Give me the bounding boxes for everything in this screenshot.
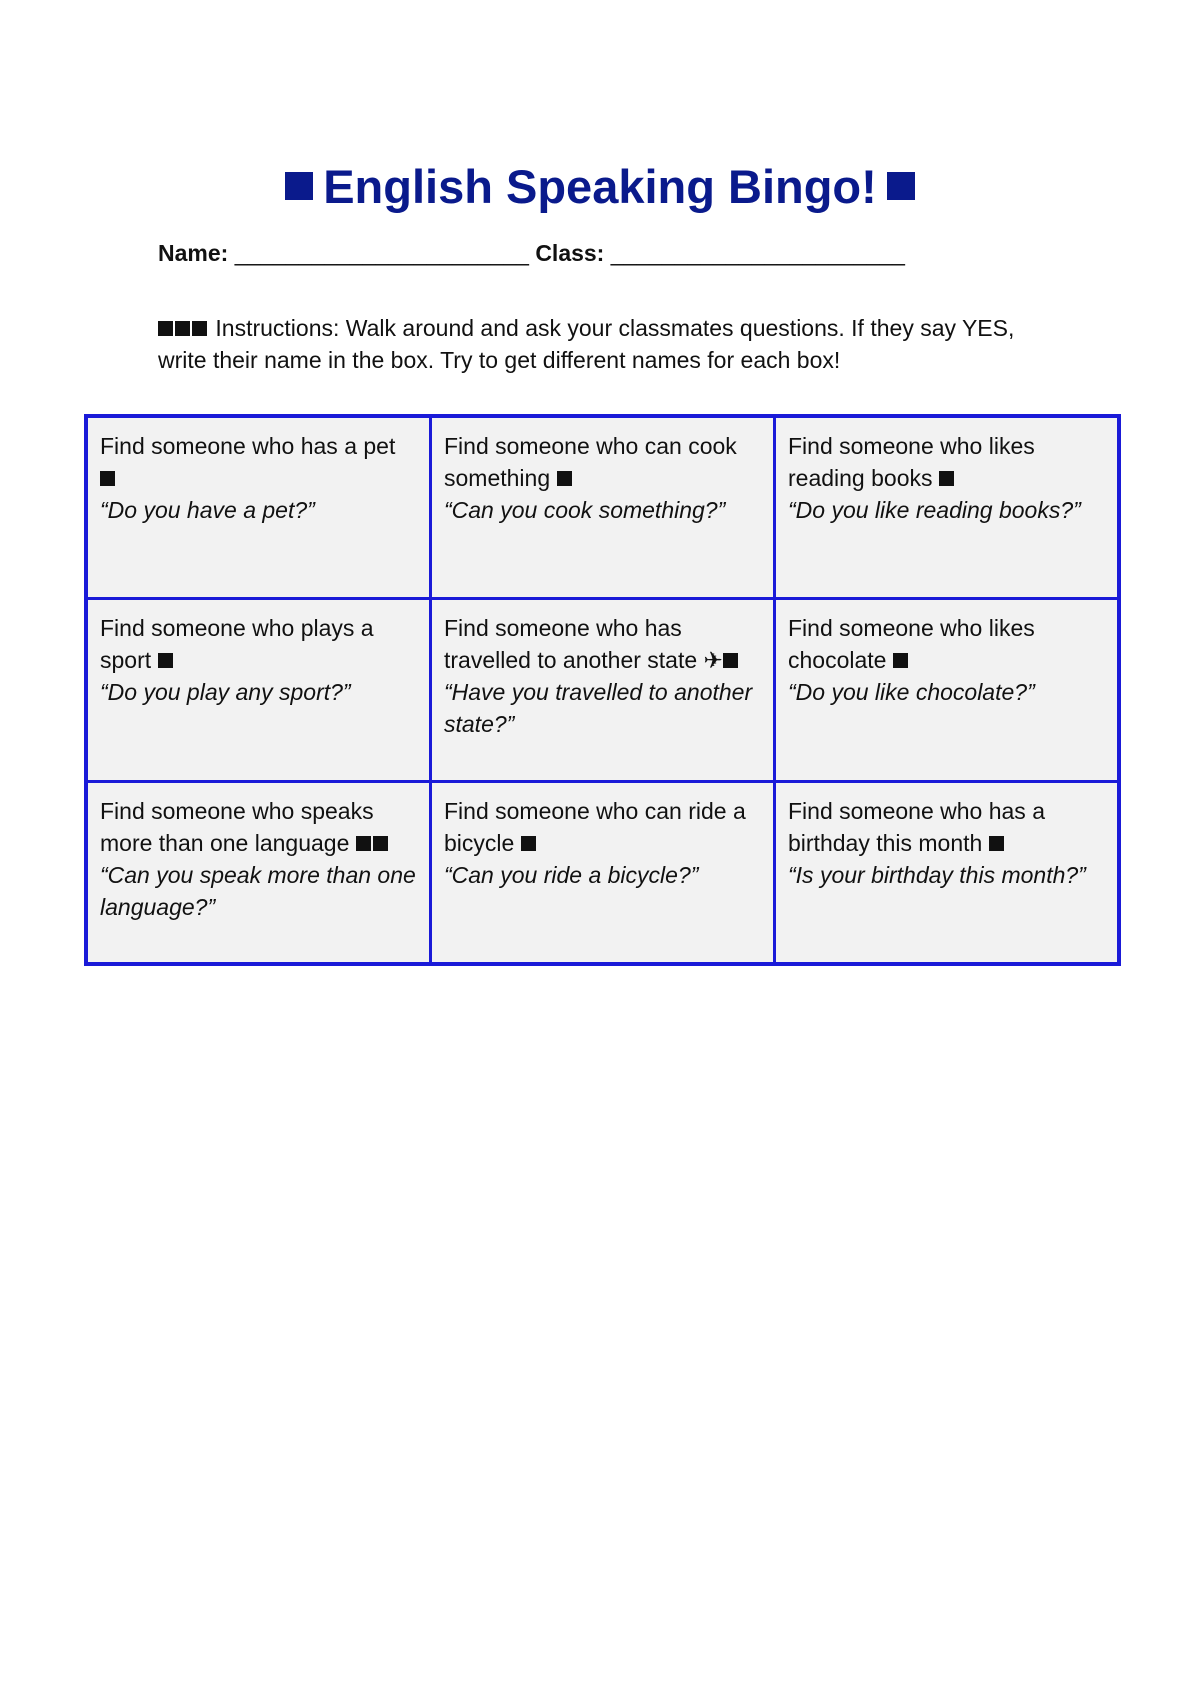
- cell-task: Find someone who plays a sport: [100, 615, 374, 674]
- bingo-cell[interactable]: [88, 418, 429, 597]
- cell-task: Find someone who likes reading books: [788, 433, 1035, 491]
- bingo-cell[interactable]: [432, 600, 773, 779]
- language-icon: [356, 830, 390, 856]
- cell-question: “Do you like chocolate?”: [788, 679, 1035, 706]
- bicycle-icon: [521, 836, 536, 851]
- bingo-grid: [84, 414, 1121, 966]
- instructions-text: Instructions: Walk around and ask your classmates questions. If they say YES, write their name in the box. Try to get different names for each box!: [158, 315, 1015, 373]
- bingo-cell[interactable]: [88, 600, 429, 779]
- cell-task: Find someone who speaks more than one language: [100, 797, 374, 856]
- bingo-cell[interactable]: [88, 783, 429, 962]
- cooking-icon: [557, 471, 572, 486]
- class-label: Class:: [535, 240, 605, 266]
- bingo-cell[interactable]: [432, 418, 773, 597]
- page-title: English Speaking Bingo!: [0, 158, 1200, 216]
- book-icon: [939, 471, 954, 486]
- cell-task: Find someone who can ride a bicycle: [444, 797, 746, 856]
- cell-question: “Can you speak more than one language?”: [100, 861, 416, 920]
- travel-icon: [723, 653, 738, 668]
- name-label: Name:: [158, 240, 229, 266]
- cell-question: “Is your birthday this month?”: [788, 861, 1086, 888]
- cell-task: Find someone who has a pet: [100, 433, 396, 459]
- cell-question: “Can you ride a bicycle?”: [444, 861, 699, 888]
- cell-task: Find someone who can cook something: [444, 433, 737, 491]
- clipboard-icon: [158, 315, 209, 341]
- birthday-icon: [989, 836, 1004, 851]
- sport-icon: [158, 653, 173, 668]
- cell-task: Find someone who has a birthday this month: [788, 797, 1045, 856]
- cell-question: “Do you like reading books?”: [788, 497, 1081, 523]
- cell-question: “Do you play any sport?”: [100, 679, 351, 706]
- square-icon: [887, 172, 915, 200]
- cell-task: Find someone who has travelled to another state ✈: [444, 615, 723, 674]
- name-blank: _______________________: [234, 240, 529, 266]
- class-blank: _______________________: [610, 240, 905, 266]
- cell-question: “Can you cook something?”: [444, 497, 726, 523]
- pet-icon: [100, 471, 115, 486]
- square-icon: [285, 172, 313, 200]
- bingo-cell[interactable]: [776, 783, 1117, 962]
- instructions: [158, 312, 1038, 376]
- bingo-cell[interactable]: [432, 783, 773, 962]
- cell-task: Find someone who likes chocolate: [788, 615, 1035, 674]
- cell-question: “Do you have a pet?”: [100, 497, 315, 523]
- bingo-cell[interactable]: [776, 418, 1117, 597]
- chocolate-icon: [893, 653, 908, 668]
- bingo-cell[interactable]: [776, 600, 1117, 779]
- name-class-line: [158, 238, 905, 268]
- cell-question: “Have you travelled to another state?”: [444, 679, 753, 738]
